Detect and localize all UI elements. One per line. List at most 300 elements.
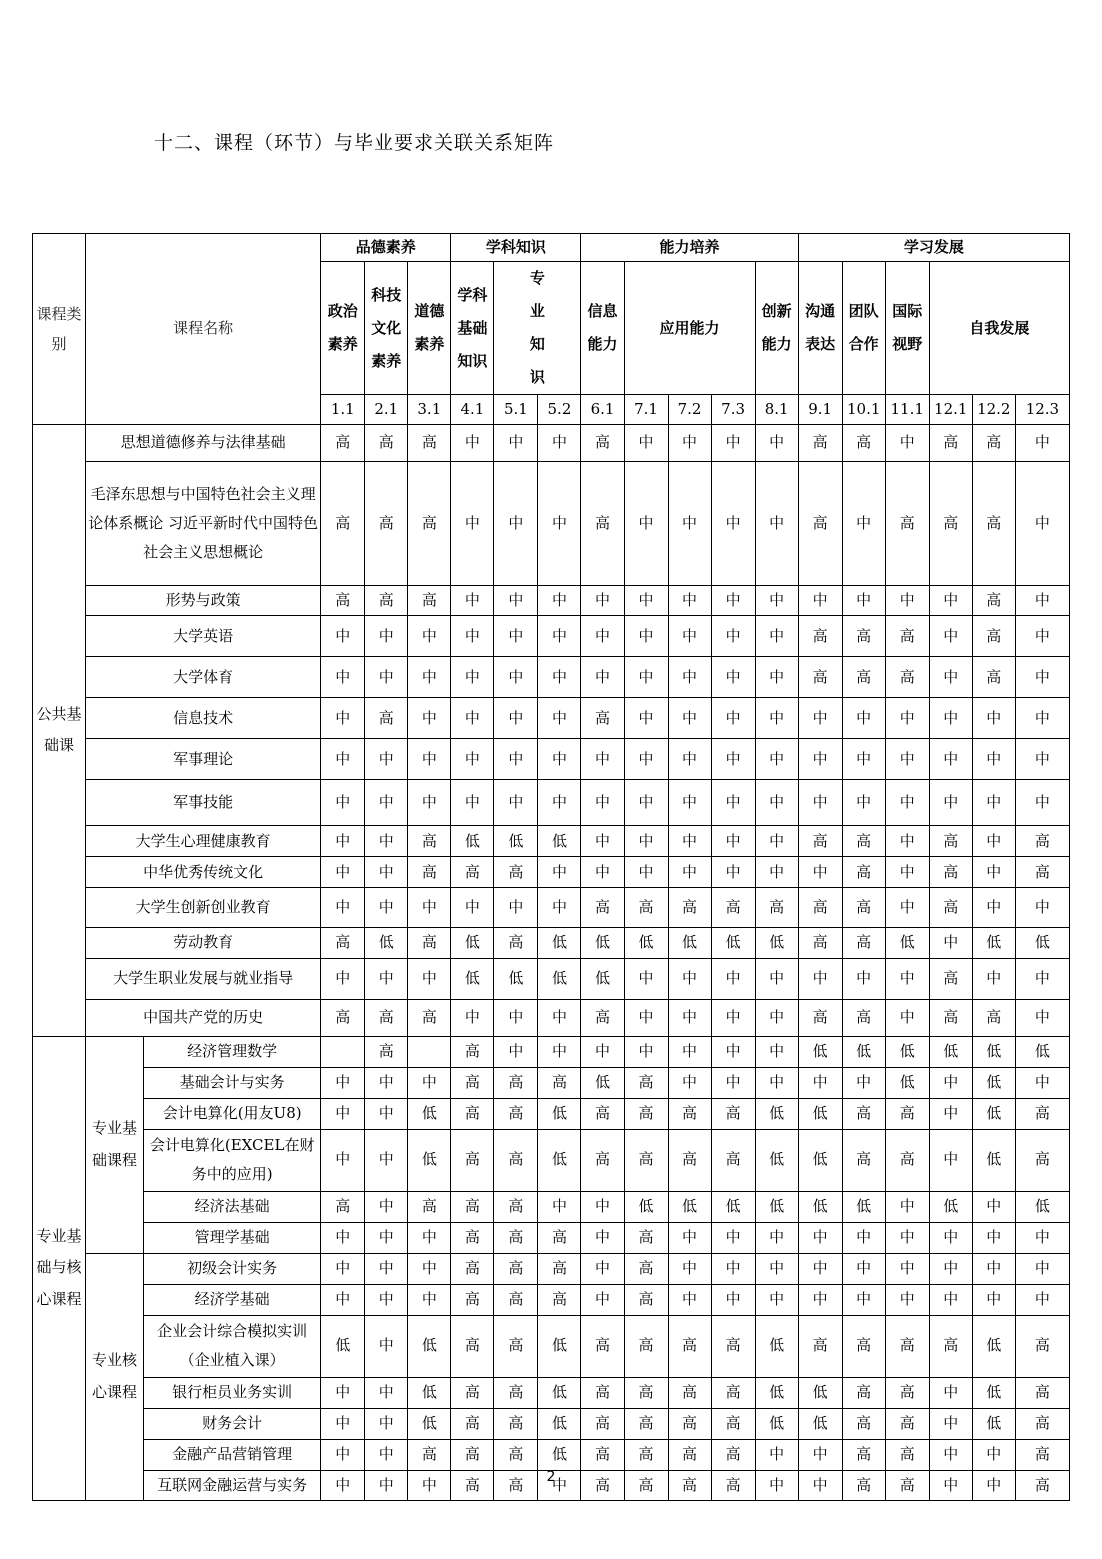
table-row <box>33 1315 1070 1377</box>
matrix-cell: 低 <box>581 1067 624 1098</box>
matrix-cell: 中 <box>365 1067 408 1098</box>
course-name: 大学体育 <box>86 657 321 698</box>
matrix-cell: 中 <box>451 739 494 780</box>
matrix-cell: 中 <box>321 739 365 780</box>
matrix-cell: 高 <box>408 586 451 616</box>
matrix-cell: 中 <box>711 999 755 1036</box>
matrix-cell: 中 <box>1015 739 1069 780</box>
matrix-cell: 中 <box>929 616 972 657</box>
matrix-cell: 高 <box>668 1470 711 1500</box>
matrix-cell: 高 <box>494 1284 538 1315</box>
matrix-cell: 中 <box>581 1036 624 1067</box>
matrix-cell: 中 <box>798 1067 842 1098</box>
matrix-cell: 中 <box>1015 999 1069 1036</box>
matrix-cell: 中 <box>929 1067 972 1098</box>
matrix-cell: 高 <box>624 1253 668 1284</box>
table-row <box>33 462 1070 586</box>
matrix-cell: 中 <box>929 1377 972 1408</box>
matrix-cell: 高 <box>885 1129 929 1191</box>
matrix-cell: 中 <box>668 780 711 826</box>
matrix-cell: 低 <box>842 1191 885 1222</box>
matrix-cell: 高 <box>408 857 451 888</box>
matrix-cell: 高 <box>668 1129 711 1191</box>
matrix-cell: 低 <box>538 1315 581 1377</box>
matrix-cell: 低 <box>494 826 538 857</box>
matrix-cell: 中 <box>408 1067 451 1098</box>
matrix-cell: 高 <box>711 1098 755 1129</box>
table-row <box>33 1222 1070 1253</box>
matrix-cell: 中 <box>581 657 624 698</box>
matrix-cell: 中 <box>668 1222 711 1253</box>
header-code: 7.2 <box>668 395 711 425</box>
matrix-cell: 中 <box>538 780 581 826</box>
matrix-cell: 中 <box>885 1222 929 1253</box>
matrix-cell: 中 <box>668 1067 711 1098</box>
matrix-cell: 中 <box>929 1222 972 1253</box>
matrix-cell: 高 <box>581 999 624 1036</box>
matrix-cell: 低 <box>885 928 929 958</box>
matrix-cell: 中 <box>755 857 798 888</box>
matrix-cell: 中 <box>451 698 494 739</box>
header-code: 9.1 <box>798 395 842 425</box>
matrix-cell: 中 <box>581 780 624 826</box>
matrix-cell: 中 <box>624 698 668 739</box>
course-name: 财务会计 <box>144 1408 321 1439</box>
matrix-cell: 中 <box>798 586 842 616</box>
matrix-cell: 高 <box>321 425 365 462</box>
matrix-cell: 中 <box>538 616 581 657</box>
header-item-subject-basic: 学科基础知识 <box>451 262 494 395</box>
matrix-cell: 高 <box>1015 1315 1069 1377</box>
matrix-cell: 中 <box>494 739 538 780</box>
matrix-cell: 低 <box>755 928 798 958</box>
matrix-cell: 中 <box>885 857 929 888</box>
matrix-cell: 高 <box>929 999 972 1036</box>
matrix-cell: 高 <box>365 999 408 1036</box>
matrix-cell: 中 <box>842 1284 885 1315</box>
matrix-cell: 高 <box>842 1408 885 1439</box>
matrix-cell: 高 <box>842 657 885 698</box>
matrix-cell: 中 <box>842 1253 885 1284</box>
matrix-cell: 中 <box>538 999 581 1036</box>
matrix-cell: 高 <box>365 425 408 462</box>
table-row <box>33 1036 1070 1067</box>
matrix-cell: 中 <box>711 958 755 999</box>
header-code: 7.3 <box>711 395 755 425</box>
matrix-cell: 低 <box>755 1315 798 1377</box>
matrix-cell: 中 <box>668 958 711 999</box>
matrix-cell: 高 <box>842 888 885 928</box>
matrix-cell: 中 <box>972 1439 1015 1470</box>
matrix-cell: 高 <box>842 1098 885 1129</box>
matrix-cell: 中 <box>668 616 711 657</box>
matrix-cell: 中 <box>321 1377 365 1408</box>
header-code: 5.1 <box>494 395 538 425</box>
header-item-apply: 应用能力 <box>624 262 755 395</box>
matrix-cell: 中 <box>321 1253 365 1284</box>
matrix-cell: 高 <box>451 1098 494 1129</box>
matrix-cell: 低 <box>842 1036 885 1067</box>
matrix-cell: 中 <box>842 1222 885 1253</box>
header-item-major: 专业知识 <box>494 262 581 395</box>
matrix-cell: 低 <box>798 1129 842 1191</box>
matrix-cell: 中 <box>321 826 365 857</box>
matrix-cell: 高 <box>494 1129 538 1191</box>
matrix-cell: 中 <box>885 586 929 616</box>
matrix-cell: 高 <box>451 1253 494 1284</box>
matrix-cell: 中 <box>365 1098 408 1129</box>
matrix-cell: 高 <box>711 1315 755 1377</box>
table-row <box>33 616 1070 657</box>
matrix-cell: 高 <box>842 826 885 857</box>
course-name: 大学生创新创业教育 <box>86 888 321 928</box>
course-name: 基础会计与实务 <box>144 1067 321 1098</box>
course-name: 中华优秀传统文化 <box>86 857 321 888</box>
matrix-cell: 中 <box>755 1253 798 1284</box>
header-item-scitech: 科技文化素养 <box>365 262 408 395</box>
matrix-cell: 中 <box>321 958 365 999</box>
matrix-cell: 中 <box>408 1222 451 1253</box>
matrix-cell: 中 <box>321 616 365 657</box>
matrix-cell: 高 <box>494 1067 538 1098</box>
matrix-cell: 高 <box>885 1377 929 1408</box>
matrix-cell: 中 <box>321 1222 365 1253</box>
matrix-cell: 高 <box>842 999 885 1036</box>
matrix-cell: 中 <box>624 826 668 857</box>
matrix-cell: 高 <box>842 928 885 958</box>
header-item-team: 团队合作 <box>842 262 885 395</box>
matrix-cell: 高 <box>451 1408 494 1439</box>
matrix-cell: 低 <box>538 928 581 958</box>
matrix-cell: 中 <box>755 586 798 616</box>
matrix-cell: 中 <box>668 857 711 888</box>
matrix-cell: 中 <box>581 857 624 888</box>
matrix-cell: 中 <box>494 425 538 462</box>
matrix-cell: 中 <box>408 616 451 657</box>
matrix-cell: 低 <box>538 1439 581 1470</box>
matrix-cell: 中 <box>321 1408 365 1439</box>
matrix-cell <box>408 1036 451 1067</box>
matrix-cell: 中 <box>1015 698 1069 739</box>
matrix-cell: 中 <box>798 1470 842 1500</box>
matrix-cell: 高 <box>494 1222 538 1253</box>
matrix-cell: 低 <box>798 1191 842 1222</box>
matrix-cell: 高 <box>929 462 972 586</box>
matrix-cell: 中 <box>365 1284 408 1315</box>
matrix-cell: 低 <box>321 1315 365 1377</box>
table-row <box>33 958 1070 999</box>
matrix-cell: 中 <box>668 826 711 857</box>
matrix-cell: 中 <box>711 739 755 780</box>
matrix-cell: 中 <box>798 857 842 888</box>
matrix-cell: 高 <box>321 462 365 586</box>
matrix-cell: 中 <box>494 657 538 698</box>
matrix-cell: 低 <box>494 958 538 999</box>
matrix-cell: 高 <box>798 888 842 928</box>
matrix-cell: 高 <box>365 698 408 739</box>
matrix-cell: 高 <box>972 586 1015 616</box>
header-code: 10.1 <box>842 395 885 425</box>
matrix-cell: 高 <box>494 1377 538 1408</box>
matrix-cell: 高 <box>842 616 885 657</box>
matrix-cell: 中 <box>972 1470 1015 1500</box>
table-row <box>33 888 1070 928</box>
matrix-cell: 高 <box>451 1036 494 1067</box>
matrix-cell: 中 <box>365 857 408 888</box>
matrix-cell: 高 <box>842 1129 885 1191</box>
matrix-cell: 中 <box>711 1253 755 1284</box>
matrix-cell: 高 <box>929 1315 972 1377</box>
matrix-cell: 中 <box>885 425 929 462</box>
header-item-politics: 政治素养 <box>321 262 365 395</box>
matrix-cell: 中 <box>581 1284 624 1315</box>
matrix-cell: 中 <box>755 1036 798 1067</box>
matrix-cell: 高 <box>711 1408 755 1439</box>
matrix-cell: 中 <box>798 1439 842 1470</box>
course-name: 经济管理数学 <box>144 1036 321 1067</box>
matrix-cell: 中 <box>1015 1067 1069 1098</box>
header-code: 3.1 <box>408 395 451 425</box>
matrix-cell: 中 <box>755 1439 798 1470</box>
matrix-cell: 高 <box>798 425 842 462</box>
matrix-cell: 中 <box>624 616 668 657</box>
matrix-cell: 高 <box>581 888 624 928</box>
header-code: 6.1 <box>581 395 624 425</box>
matrix-cell: 中 <box>972 1253 1015 1284</box>
matrix-cell: 高 <box>581 425 624 462</box>
table-row <box>33 780 1070 826</box>
matrix-cell: 高 <box>798 1315 842 1377</box>
matrix-cell: 低 <box>408 1098 451 1129</box>
matrix-cell: 中 <box>581 739 624 780</box>
table-row <box>33 999 1070 1036</box>
header-code: 4.1 <box>451 395 494 425</box>
matrix-cell: 中 <box>408 958 451 999</box>
matrix-cell: 中 <box>451 425 494 462</box>
matrix-cell: 高 <box>494 857 538 888</box>
matrix-cell: 高 <box>1015 1377 1069 1408</box>
matrix-cell: 高 <box>798 928 842 958</box>
matrix-cell: 低 <box>972 1408 1015 1439</box>
matrix-cell: 高 <box>451 1222 494 1253</box>
matrix-cell <box>321 1036 365 1067</box>
course-name: 企业会计综合模拟实训（企业植入课） <box>144 1315 321 1377</box>
matrix-cell: 中 <box>711 1222 755 1253</box>
matrix-cell: 低 <box>972 1098 1015 1129</box>
matrix-cell: 中 <box>885 1284 929 1315</box>
matrix-cell: 高 <box>842 857 885 888</box>
matrix-cell: 中 <box>929 1129 972 1191</box>
matrix-cell: 低 <box>581 928 624 958</box>
matrix-cell: 中 <box>668 462 711 586</box>
matrix-cell: 中 <box>711 826 755 857</box>
matrix-cell: 高 <box>494 928 538 958</box>
matrix-cell: 高 <box>451 1284 494 1315</box>
matrix-cell: 中 <box>494 462 538 586</box>
category-cell: 专业基础与核心课程 <box>33 1036 86 1500</box>
matrix-cell: 中 <box>624 1036 668 1067</box>
matrix-cell: 中 <box>798 958 842 999</box>
matrix-cell: 中 <box>408 888 451 928</box>
matrix-cell: 高 <box>885 1315 929 1377</box>
matrix-cell: 高 <box>842 1439 885 1470</box>
course-name: 大学生心理健康教育 <box>86 826 321 857</box>
matrix-cell: 中 <box>972 1191 1015 1222</box>
matrix-cell: 中 <box>972 1222 1015 1253</box>
matrix-cell: 中 <box>929 739 972 780</box>
matrix-cell: 高 <box>929 958 972 999</box>
matrix-cell: 高 <box>408 1191 451 1222</box>
matrix-cell: 中 <box>885 1191 929 1222</box>
matrix-cell: 中 <box>885 780 929 826</box>
matrix-cell: 中 <box>929 780 972 826</box>
matrix-cell: 中 <box>538 425 581 462</box>
matrix-cell: 中 <box>711 1067 755 1098</box>
matrix-cell: 中 <box>972 888 1015 928</box>
matrix-cell: 中 <box>972 698 1015 739</box>
matrix-cell: 高 <box>624 1129 668 1191</box>
matrix-cell: 低 <box>798 1408 842 1439</box>
matrix-cell: 中 <box>451 462 494 586</box>
matrix-cell: 高 <box>668 1377 711 1408</box>
matrix-cell: 中 <box>365 616 408 657</box>
matrix-cell: 高 <box>408 462 451 586</box>
matrix-cell: 高 <box>321 928 365 958</box>
matrix-cell: 高 <box>494 1408 538 1439</box>
matrix-cell: 中 <box>451 780 494 826</box>
matrix-cell: 中 <box>711 657 755 698</box>
matrix-cell: 高 <box>581 1129 624 1191</box>
matrix-cell: 高 <box>538 1253 581 1284</box>
matrix-cell: 低 <box>1015 1191 1069 1222</box>
matrix-cell: 高 <box>581 1439 624 1470</box>
table-row <box>33 425 1070 462</box>
table-row <box>33 698 1070 739</box>
matrix-cell: 高 <box>885 1470 929 1500</box>
header-item-intl: 国际视野 <box>885 262 929 395</box>
subcategory-cell: 专业核心课程 <box>86 1253 144 1500</box>
matrix-cell: 中 <box>755 999 798 1036</box>
matrix-cell: 中 <box>972 780 1015 826</box>
matrix-cell: 中 <box>581 1191 624 1222</box>
matrix-cell: 中 <box>798 1222 842 1253</box>
matrix-cell: 高 <box>929 425 972 462</box>
matrix-cell: 中 <box>668 1253 711 1284</box>
matrix-cell: 低 <box>538 958 581 999</box>
matrix-cell: 高 <box>624 1222 668 1253</box>
matrix-cell: 中 <box>538 739 581 780</box>
matrix-cell: 高 <box>885 657 929 698</box>
matrix-cell: 中 <box>842 462 885 586</box>
matrix-cell: 中 <box>494 616 538 657</box>
table-row <box>33 1408 1070 1439</box>
matrix-cell: 中 <box>1015 462 1069 586</box>
matrix-cell: 中 <box>929 1284 972 1315</box>
matrix-cell: 中 <box>668 999 711 1036</box>
matrix-cell: 高 <box>581 698 624 739</box>
matrix-cell: 中 <box>365 1315 408 1377</box>
matrix-cell: 高 <box>538 1067 581 1098</box>
matrix-cell: 中 <box>408 1470 451 1500</box>
matrix-cell: 中 <box>1015 780 1069 826</box>
matrix-cell: 中 <box>321 698 365 739</box>
matrix-cell: 中 <box>538 657 581 698</box>
matrix-cell: 中 <box>408 739 451 780</box>
matrix-cell: 低 <box>451 958 494 999</box>
matrix-cell: 中 <box>538 462 581 586</box>
header-code: 2.1 <box>365 395 408 425</box>
matrix-cell: 高 <box>798 999 842 1036</box>
matrix-cell: 中 <box>581 1222 624 1253</box>
matrix-cell: 低 <box>365 928 408 958</box>
matrix-cell: 高 <box>451 1129 494 1191</box>
matrix-cell: 中 <box>321 1284 365 1315</box>
header-code: 12.2 <box>972 395 1015 425</box>
matrix-cell: 高 <box>581 1315 624 1377</box>
matrix-cell: 高 <box>624 1284 668 1315</box>
matrix-cell: 低 <box>408 1408 451 1439</box>
header-code: 11.1 <box>885 395 929 425</box>
matrix-cell: 中 <box>755 698 798 739</box>
matrix-cell: 高 <box>494 1253 538 1284</box>
matrix-cell: 中 <box>321 657 365 698</box>
matrix-cell: 中 <box>451 888 494 928</box>
table-row <box>33 1129 1070 1191</box>
matrix-cell: 中 <box>668 1036 711 1067</box>
matrix-cell: 高 <box>798 462 842 586</box>
matrix-cell: 中 <box>755 425 798 462</box>
matrix-cell: 中 <box>1015 958 1069 999</box>
matrix-cell: 高 <box>624 1067 668 1098</box>
matrix-cell: 高 <box>451 1067 494 1098</box>
matrix-cell: 高 <box>538 1222 581 1253</box>
matrix-cell: 中 <box>755 1067 798 1098</box>
matrix-cell: 高 <box>538 1284 581 1315</box>
header-code: 12.3 <box>1015 395 1069 425</box>
table-row <box>33 657 1070 698</box>
table-row <box>33 826 1070 857</box>
course-name: 军事技能 <box>86 780 321 826</box>
subcategory-cell: 专业基础课程 <box>86 1036 144 1253</box>
matrix-cell: 中 <box>885 698 929 739</box>
matrix-cell: 中 <box>798 1284 842 1315</box>
table-row <box>33 1439 1070 1470</box>
matrix-cell: 高 <box>494 1315 538 1377</box>
matrix-cell: 中 <box>929 1408 972 1439</box>
matrix-cell: 中 <box>972 739 1015 780</box>
matrix-cell: 中 <box>755 739 798 780</box>
matrix-cell: 中 <box>408 1253 451 1284</box>
matrix-cell: 高 <box>711 888 755 928</box>
matrix-cell: 中 <box>668 657 711 698</box>
matrix-cell: 中 <box>624 857 668 888</box>
matrix-cell: 中 <box>581 1253 624 1284</box>
table-row <box>33 857 1070 888</box>
matrix-cell: 中 <box>668 586 711 616</box>
matrix-cell: 中 <box>929 657 972 698</box>
header-course-name: 课程名称 <box>86 234 321 425</box>
matrix-cell: 中 <box>581 616 624 657</box>
matrix-cell: 中 <box>972 826 1015 857</box>
matrix-cell: 高 <box>885 1098 929 1129</box>
matrix-cell: 高 <box>798 826 842 857</box>
matrix-cell: 中 <box>885 1253 929 1284</box>
matrix-cell: 高 <box>581 462 624 586</box>
header-group-knowledge: 学科知识 <box>451 234 581 262</box>
matrix-cell: 高 <box>494 1191 538 1222</box>
matrix-cell: 高 <box>494 1439 538 1470</box>
matrix-cell: 中 <box>929 1253 972 1284</box>
